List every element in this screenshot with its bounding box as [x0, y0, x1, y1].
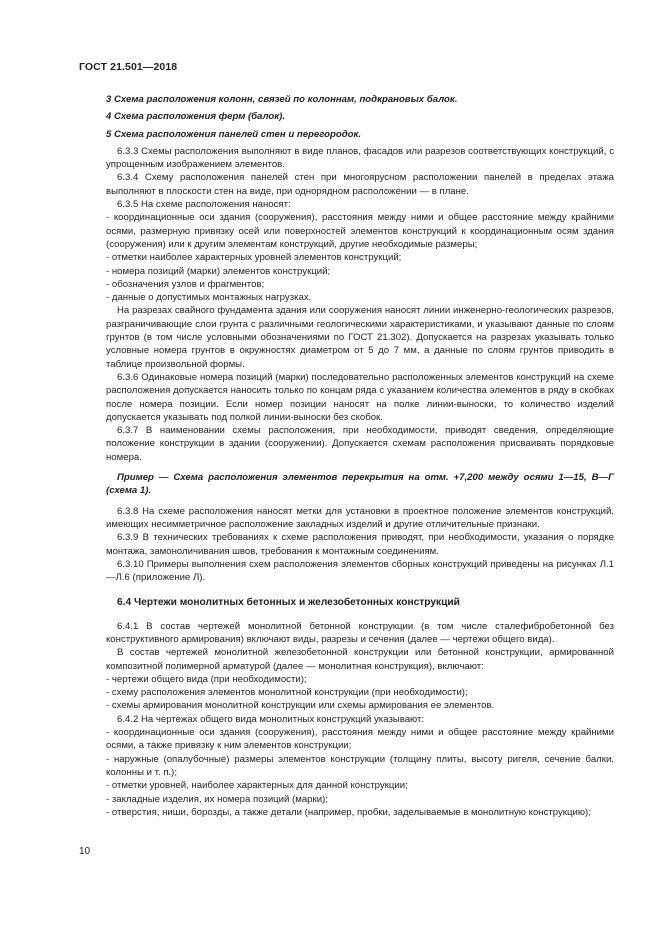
paragraph: 6.4.1 В состав чертежей монолитной бетонной конструкции (в том числе сталефибробетонной без конструктивного армирования) включают виды, разрезы и сечения (далее — чертежи общего вида). [106, 620, 614, 645]
list-item: - закладные изделия, их номера позиций (марки); [106, 793, 328, 805]
paragraph: 6.3.10 Примеры выполнения схем расположения элементов сборных конструкций приведены на рисунках Л.1—Л.6 (приложение Л). [106, 558, 614, 584]
list-item: - отметки наиболее характерных уровней элементов конструкций; [106, 252, 402, 264]
list-item: - схемы армирования монолитной конструкции или схемы армирования ее элементов. [106, 700, 495, 712]
list-item: - отверстия, ниши, борозды, а также детали (например, пробки, заделываемые в монолитную конструкцию); [106, 806, 591, 818]
list-item: - наружные (опалубочные) размеры элементов конструкции (толщину плиты, высоту ригеля, сечение балки, колонны и т. п.); [106, 753, 614, 778]
figure-caption: 3 Схема расположения колонн, связей по колоннам, подкрановых балок. [106, 94, 458, 105]
figure-caption: 4 Схема расположения ферм (балок). [106, 111, 285, 123]
list-item: - чертежи общего вида (при необходимости); [106, 673, 307, 685]
paragraph: 6.4.2 На чертежах общего вида монолитных конструкций указывают: [117, 713, 425, 725]
paragraph: 6.3.5 На схеме расположения наносят: [117, 199, 291, 211]
page-content [106, 93, 614, 819]
example-note: Пример — Схема расположения элементов перекрытия на отм. +7,200 между осями 1—15, В—Г (схема 1). [106, 472, 614, 497]
paragraph: 6.3.7 В наименовании схемы расположения, при необходимости, приводят сведения, определяющие положение конструкции в здании (сооружении). Допускается схемам расположения присваивать порядковые номера. [106, 425, 614, 463]
paragraph: 6.3.8 На схеме расположения наносят метки для установки в проектное положение элементов конструкций, имеющих несимметричное расположение закладных изделий и другие отличительные признаки. [106, 505, 614, 530]
document-header: ГОСТ 21.501—2018 [79, 61, 178, 73]
list-item: - номера позиций (марки) элементов конструкций; [106, 265, 331, 277]
list-item: - координационные оси здания (сооружения), расстояния между ними и общее расстояние между крайними осями, размерную привязку осей или поверхностей элементов конструкций к координационным осям здания (сооружения) или к другим элементам конструкций, другие необходимые размеры; [106, 212, 614, 250]
page-number: 10 [79, 846, 91, 857]
paragraph: 6.3.9 В технических требованиях к схеме расположения приводят, при необходимости, указания о порядке монтажа, замоноличивания швов, требования к монтажным соединениям. [106, 532, 614, 557]
paragraph: 6.3.3 Схемы расположения выполняют в виде планов, фасадов или разрезов соответствующих конструкций, с упрощенным изображением элементов. [106, 145, 614, 171]
list-item: - отметки уровней, наиболее характерных для данной конструкции; [106, 780, 408, 792]
paragraph: 6.3.4 Схему расположения панелей стен при многоярусном расположении панелей в пределах этажа выполняют в плоскости стен на виде, при однорядном расположении — в плане. [106, 172, 614, 197]
list-item: - схему расположения элементов монолитной конструкции (при необходимости); [106, 687, 468, 699]
list-item: - обозначения узлов и фрагментов; [106, 278, 265, 290]
paragraph: 6.3.6 Одинаковые номера позиций (марки) последовательно расположенных элементов конструкций на схеме расположения допускается наносить только по концам ряда с указанием количества элементов в ряду в скобках после номера позиции. Если номер позиции наносят на полке линии-выноски, то количество изделий допускается указывать под полкой линии-выноски без скобок. [106, 371, 614, 423]
paragraph: В состав чертежей монолитной железобетонной конструкции или бетонной конструкции, армированной композитной полимерной арматурой (далее — монолитная конструкция), включают: [106, 647, 614, 672]
figure-caption: 5 Схема расположения панелей стен и перегородок. [106, 128, 362, 140]
section-heading: 6.4 Чертежи монолитных бетонных и железобетонных конструкций [117, 597, 460, 609]
list-item: - данные о допустимых монтажных нагрузках. [106, 292, 312, 304]
paragraph: На разрезах свайного фундамента здания или сооружения наносят линии инженерно-геологических разрезов, разграничивающие слои грунта с различными геологическими характеристиками, и указывают данные по слоям грунтов (в том числе условными обозначениями по ГОСТ 21.302). Допускается на разрезах указывать только условные номера грунтов в окружностях диаметром от 5 до 7 мм, а данные по слоям грунтов приводить в таблице произвольной формы. [106, 305, 614, 370]
list-item: - координационные оси здания (сооружения), расстояния между ними и общее расстояние между крайними осями, а также привязку к ним элементов конструкции; [106, 727, 614, 752]
